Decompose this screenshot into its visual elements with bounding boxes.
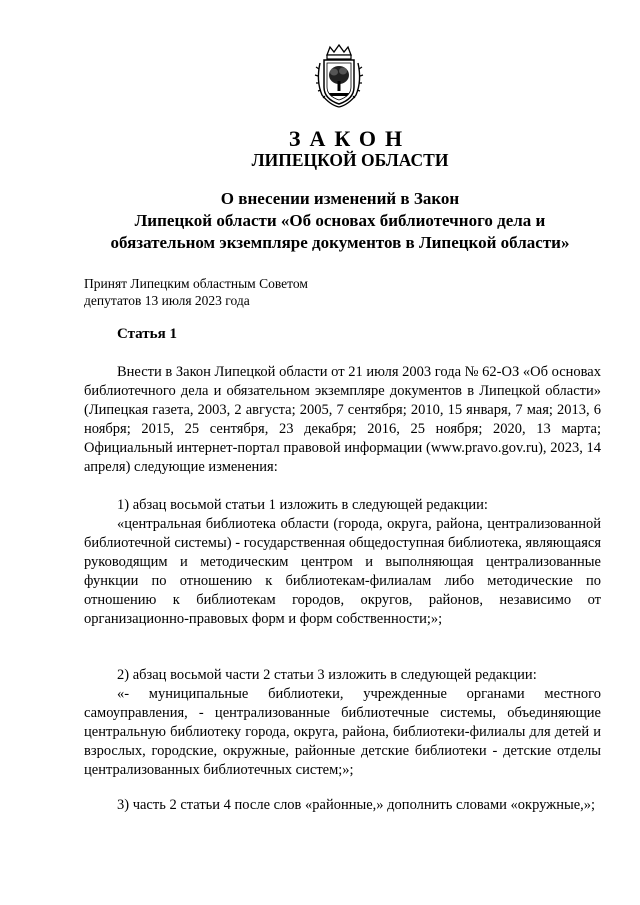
adoption-line: Принят Липецким областным Советом [84, 276, 308, 291]
law-title [80, 188, 600, 254]
item-1-intro: 1) абзац восьмой статьи 1 изложить в следующей редакции: [117, 497, 488, 513]
law-title-line: Липецкой области «Об основах библиотечного дела и [134, 211, 546, 230]
law-title-line: О внесении изменений в Закон [220, 189, 460, 208]
item-3-block [84, 796, 601, 815]
item-1-block [84, 496, 601, 629]
item-2-intro: 2) абзац восьмой части 2 статьи 3 изложить в следующей редакции: [117, 667, 537, 683]
item-1-text: «центральная библиотека области (города, округа, района, централизованной библиотечной системы) - государственная общедоступная библиотека, являющаяся руководящим и методическим центром и выполняющая централизованные функции по отношению к библиотекам-филиалам либо методические по отношению к библиотекам городов, округов, районов, независимо от организационно-правовых форм и форм собственности;»; [84, 516, 601, 627]
article-intro: Внести в Закон Липецкой области от 21 июля 2003 года № 62-ОЗ «Об основах библиотечного дела и обязательном экземпляре документов в Липецкой области» (Липецкая газета, 2003, 2 августа; 2005, 7 сентября; 2010, 15 января, 7 мая; 2013, 6 ноября; 2015, 25 сентября, 23 декабря; 2016, 25 ноября; 2020, 13 марта; Официальный интернет-портал правовой информации (www.pravo.gov.ru), 2023, 14 апреля) следующие изменения: [84, 364, 601, 475]
item-2-block [84, 666, 601, 780]
item-3-text: 3) часть 2 статьи 4 после слов «районные,» дополнить словами «окружные,»; [117, 797, 596, 813]
adoption-line: депутатов 13 июля 2023 года [84, 293, 250, 308]
article-intro-block [84, 363, 601, 477]
article-heading: Статья 1 [117, 326, 177, 342]
adoption-note [84, 275, 308, 309]
law-title-line: обязательном экземпляре документов в Липецкой области» [110, 233, 570, 252]
coat-of-arms-icon [312, 43, 366, 109]
region-heading: ЛИПЕЦКОЙ ОБЛАСТИ [251, 150, 449, 170]
law-heading: ЗАКОН [288, 126, 412, 151]
item-2-text: «- муниципальные библиотеки, учрежденные органами местного самоуправления, - централизованные библиотечные системы, объединяющие центральную библиотеку города, округа, района, библиотеки-филиалы для детей и взрослых, городские, окружные, районные детские библиотеки - детские отделы централизованных библиотечных систем;»; [84, 686, 601, 778]
